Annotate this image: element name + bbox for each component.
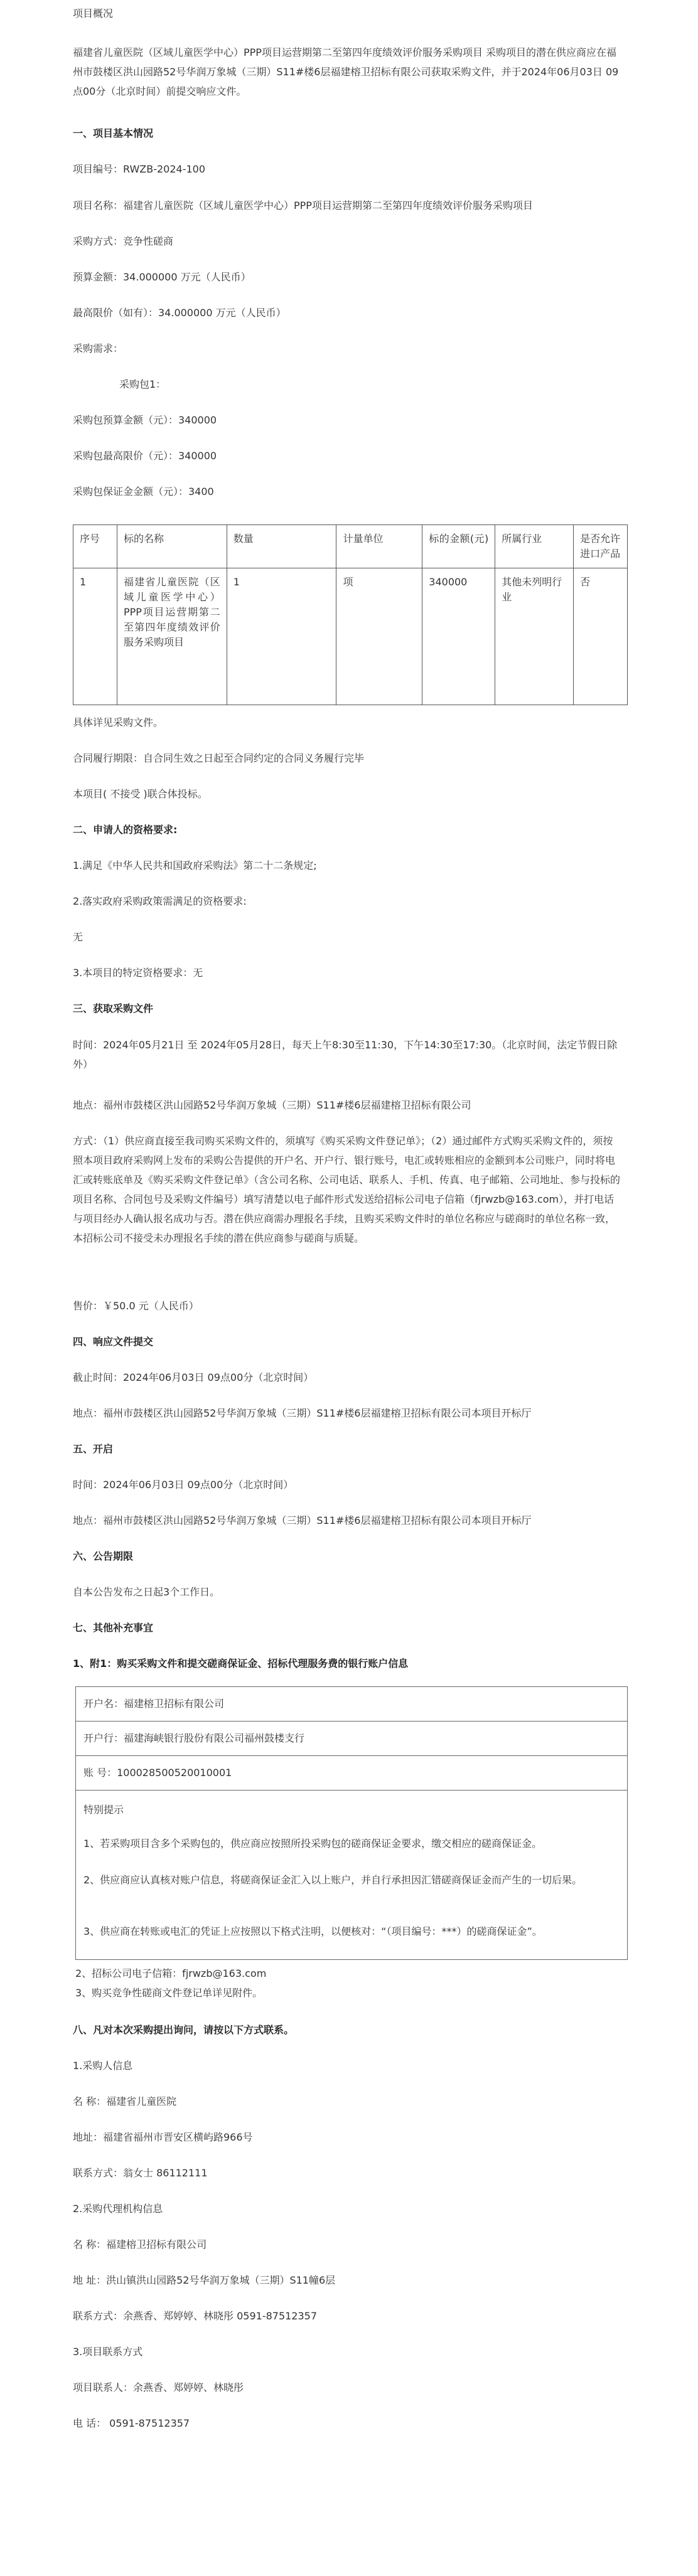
section-3-heading: 三、获取采购文件	[73, 1003, 154, 1014]
table-header-cell: 序号	[73, 525, 117, 568]
bank-account-no-row	[76, 1756, 627, 1791]
qualification-2: 2.落实政府采购政策需满足的资格要求:	[73, 895, 247, 907]
section-8-heading: 八、凡对本次采购提出询问，请按以下方式联系。	[73, 2024, 294, 2036]
agent-name: 名 称：福建榕卫招标有限公司	[73, 2238, 207, 2250]
detail-note: 具体详见采购文件。	[73, 716, 164, 728]
requirement-label: 采购需求：	[73, 343, 124, 354]
section-7-heading: 七、其他补充事宜	[73, 1622, 154, 1634]
buyer-info-title: 1.采购人信息	[73, 2060, 133, 2072]
table-cell: 否	[574, 568, 628, 705]
registration-form-note: 3、购买竞争性磋商文件登记单详见附件。	[75, 1987, 263, 1999]
bank-account-name-row	[76, 1687, 627, 1722]
special-tip-title: 特别提示	[83, 1804, 124, 1816]
table-cell: 福建省儿童医院（区域儿童医学中心）PPP项目运营期第二至第四年度绩效评价服务采购项目	[117, 568, 227, 705]
project-contact-title: 3.项目联系方式	[73, 2346, 143, 2358]
qualification-1: 1.满足《中华人民共和国政府采购法》第二十二条规定;	[73, 860, 317, 871]
consortium-note: 本项目( 不接受 )联合体投标。	[73, 788, 208, 800]
opening-place: 地点：福州市鼓楼区洪山园路52号华润万象城（三期）S11#楼6层福建榕卫招标有限公司本项目开标厅	[73, 1514, 532, 1526]
project-number: 项目编号：RWZB-2024-100	[73, 163, 206, 175]
package-label: 采购包1：	[119, 378, 166, 390]
acquire-place: 地点：福州市鼓楼区洪山园路52号华润万象城（三期）S11#楼6层福建榕卫招标有限公司	[73, 1099, 471, 1111]
budget-amount: 预算金额：34.000000 万元（人民币）	[73, 271, 251, 283]
package-deposit: 采购包保证金金额（元）：3400	[73, 486, 214, 498]
table-cell: 项	[336, 568, 422, 705]
table-header-cell: 标的金额(元)	[422, 525, 495, 568]
table-header-cell: 是否允许进口产品	[574, 525, 628, 568]
project-name: 项目名称：福建省儿童医院（区域儿童医学中心）PPP项目运营期第二至第四年度绩效评价服务采购项目	[73, 200, 533, 211]
agent-address: 地 址：洪山镇洪山园路52号华润万象城（三期）S11幢6层	[73, 2274, 336, 2286]
special-tip-3: 3、供应商在转账或电汇的凭证上应按照以下格式注明，以便核对：“（项目编号：***）的磋商保证金”。	[83, 1925, 542, 1937]
document-price: 售价：￥50.0 元（人民币）	[73, 1300, 199, 1312]
table-header-cell: 数量	[227, 525, 336, 568]
contract-period: 合同履行期限：自合同生效之日起至合同约定的合同义务履行完毕	[73, 752, 365, 764]
overview-heading: 项目概况	[73, 8, 114, 19]
agent-contact: 联系方式：余燕香、郑婷婷、林晓彤 0591-87512357	[73, 2310, 318, 2322]
project-contact-phone: 电 话： 0591-87512357	[73, 2417, 190, 2429]
section-2-heading: 二、申请人的资格要求:	[73, 824, 178, 836]
table-cell: 1	[73, 568, 117, 705]
qualification-3: 3.本项目的特定资格要求：无	[73, 967, 203, 979]
bank-account-name: 开户名：福建榕卫招标有限公司	[83, 1698, 225, 1710]
qualification-2-value: 无	[73, 931, 83, 943]
table-cell: 其他未列明行业	[495, 568, 574, 705]
project-contact-person: 项目联系人：余燕香、郑婷婷、林晓彤	[73, 2382, 244, 2393]
buyer-name: 名 称：福建省儿童医院	[73, 2095, 177, 2107]
procurement-method: 采购方式：竞争性磋商	[73, 235, 174, 247]
submission-place: 地点：福州市鼓楼区洪山园路52号华润万象城（三期）S11#楼6层福建榕卫招标有限公司本项目开标厅	[73, 1407, 532, 1419]
table-header-cell: 标的名称	[117, 525, 227, 568]
buyer-address: 地址：福建省福州市晋安区横屿路966号	[73, 2131, 253, 2143]
package-max-price: 采购包最高限价（元）：340000	[73, 450, 217, 462]
section-1-heading: 一、项目基本情况	[73, 127, 154, 139]
max-price: 最高限价（如有）：34.000000 万元（人民币）	[73, 307, 286, 319]
package-budget: 采购包预算金额（元）：340000	[73, 414, 217, 426]
agency-email: 2、招标公司电子信箱：fjrwzb@163.com	[75, 1967, 267, 1979]
overview-text: 福建省儿童医院（区域儿童医学中心）PPP项目运营期第二至第四年度绩效评价服务采购项目 采购项目的潜在供应商应在福州市鼓楼区洪山园路52号华润万象城（三期）S11#楼6层福建榕卫招标有限公司获取采购文件，并于2024年06月03日 09点00分（北京时间）前提交响应文件。	[73, 46, 619, 97]
section-5-heading: 五、开启	[73, 1443, 114, 1455]
table-row	[73, 568, 628, 705]
bank-name: 开户行：福建海峡银行股份有限公司福州鼓楼支行	[83, 1732, 305, 1744]
table-header-cell: 所属行业	[495, 525, 574, 568]
bank-info-heading: 1、附1：购买采购文件和提交磋商保证金、招标代理服务费的银行账户信息	[73, 1658, 409, 1669]
section-4-heading: 四、响应文件提交	[73, 1336, 154, 1348]
bank-name-row	[76, 1722, 627, 1756]
table-cell: 340000	[422, 568, 495, 705]
opening-time: 时间：2024年06月03日 09点00分（北京时间）	[73, 1479, 294, 1491]
acquire-method: 方式：（1）供应商直接至我司购买采购文件的，须填写《购买采购文件登记单》；（2）通过邮件方式购买采购文件的，须按照本项目政府采购网上发布的采购公告提供的开户名、开户行、银行账号，电汇或转账相应的金额到本公司账户，同时将电汇或转账底单及《购买采购文件登记单》（含公司名称、公司电话、联系人、手机、传真、电子邮箱、公司地址、参与投标的项目名称、合同包号及采购文件编号）填写清楚以电子邮件形式发送给招标公司电子信箱（fjrwzb@163.com），并打电话与项目经办人确认报名成功与否。潜在供应商需办理报名手续，且购买采购文件时的单位名称应与磋商时的单位名称一致，本招标公司不接受未办理报名手续的潜在供应商参与磋商与质疑。	[73, 1135, 621, 1244]
buyer-contact: 联系方式：翁女士 86112111	[73, 2167, 208, 2179]
special-tip-1: 1、若采购项目含多个采购包的，供应商应按照所投采购包的磋商保证金要求，缴交相应的磋商保证金。	[83, 1838, 542, 1850]
bank-account-number: 账 号：100028500520010001	[83, 1767, 232, 1779]
submission-deadline: 截止时间：2024年06月03日 09点00分（北京时间）	[73, 1371, 314, 1383]
table-cell: 1	[227, 568, 336, 705]
agent-info-title: 2.采购代理机构信息	[73, 2203, 163, 2215]
acquire-time: 时间：2024年05月21日 至 2024年05月28日，每天上午8:30至11:30，下午14:30至17:30。（北京时间，法定节假日除外）	[73, 1039, 618, 1070]
announcement-period: 自本公告发布之日起3个工作日。	[73, 1586, 220, 1598]
special-tip-2: 2、供应商应认真核对账户信息，将磋商保证金汇入以上账户，并自行承担因汇错磋商保证金而产生的一切后果。	[83, 1874, 583, 1886]
section-6-heading: 六、公告期限	[73, 1550, 134, 1562]
table-header-row	[73, 525, 628, 568]
procurement-table	[73, 524, 628, 705]
bank-info-box	[75, 1686, 628, 1960]
table-header-cell: 计量单位	[336, 525, 422, 568]
